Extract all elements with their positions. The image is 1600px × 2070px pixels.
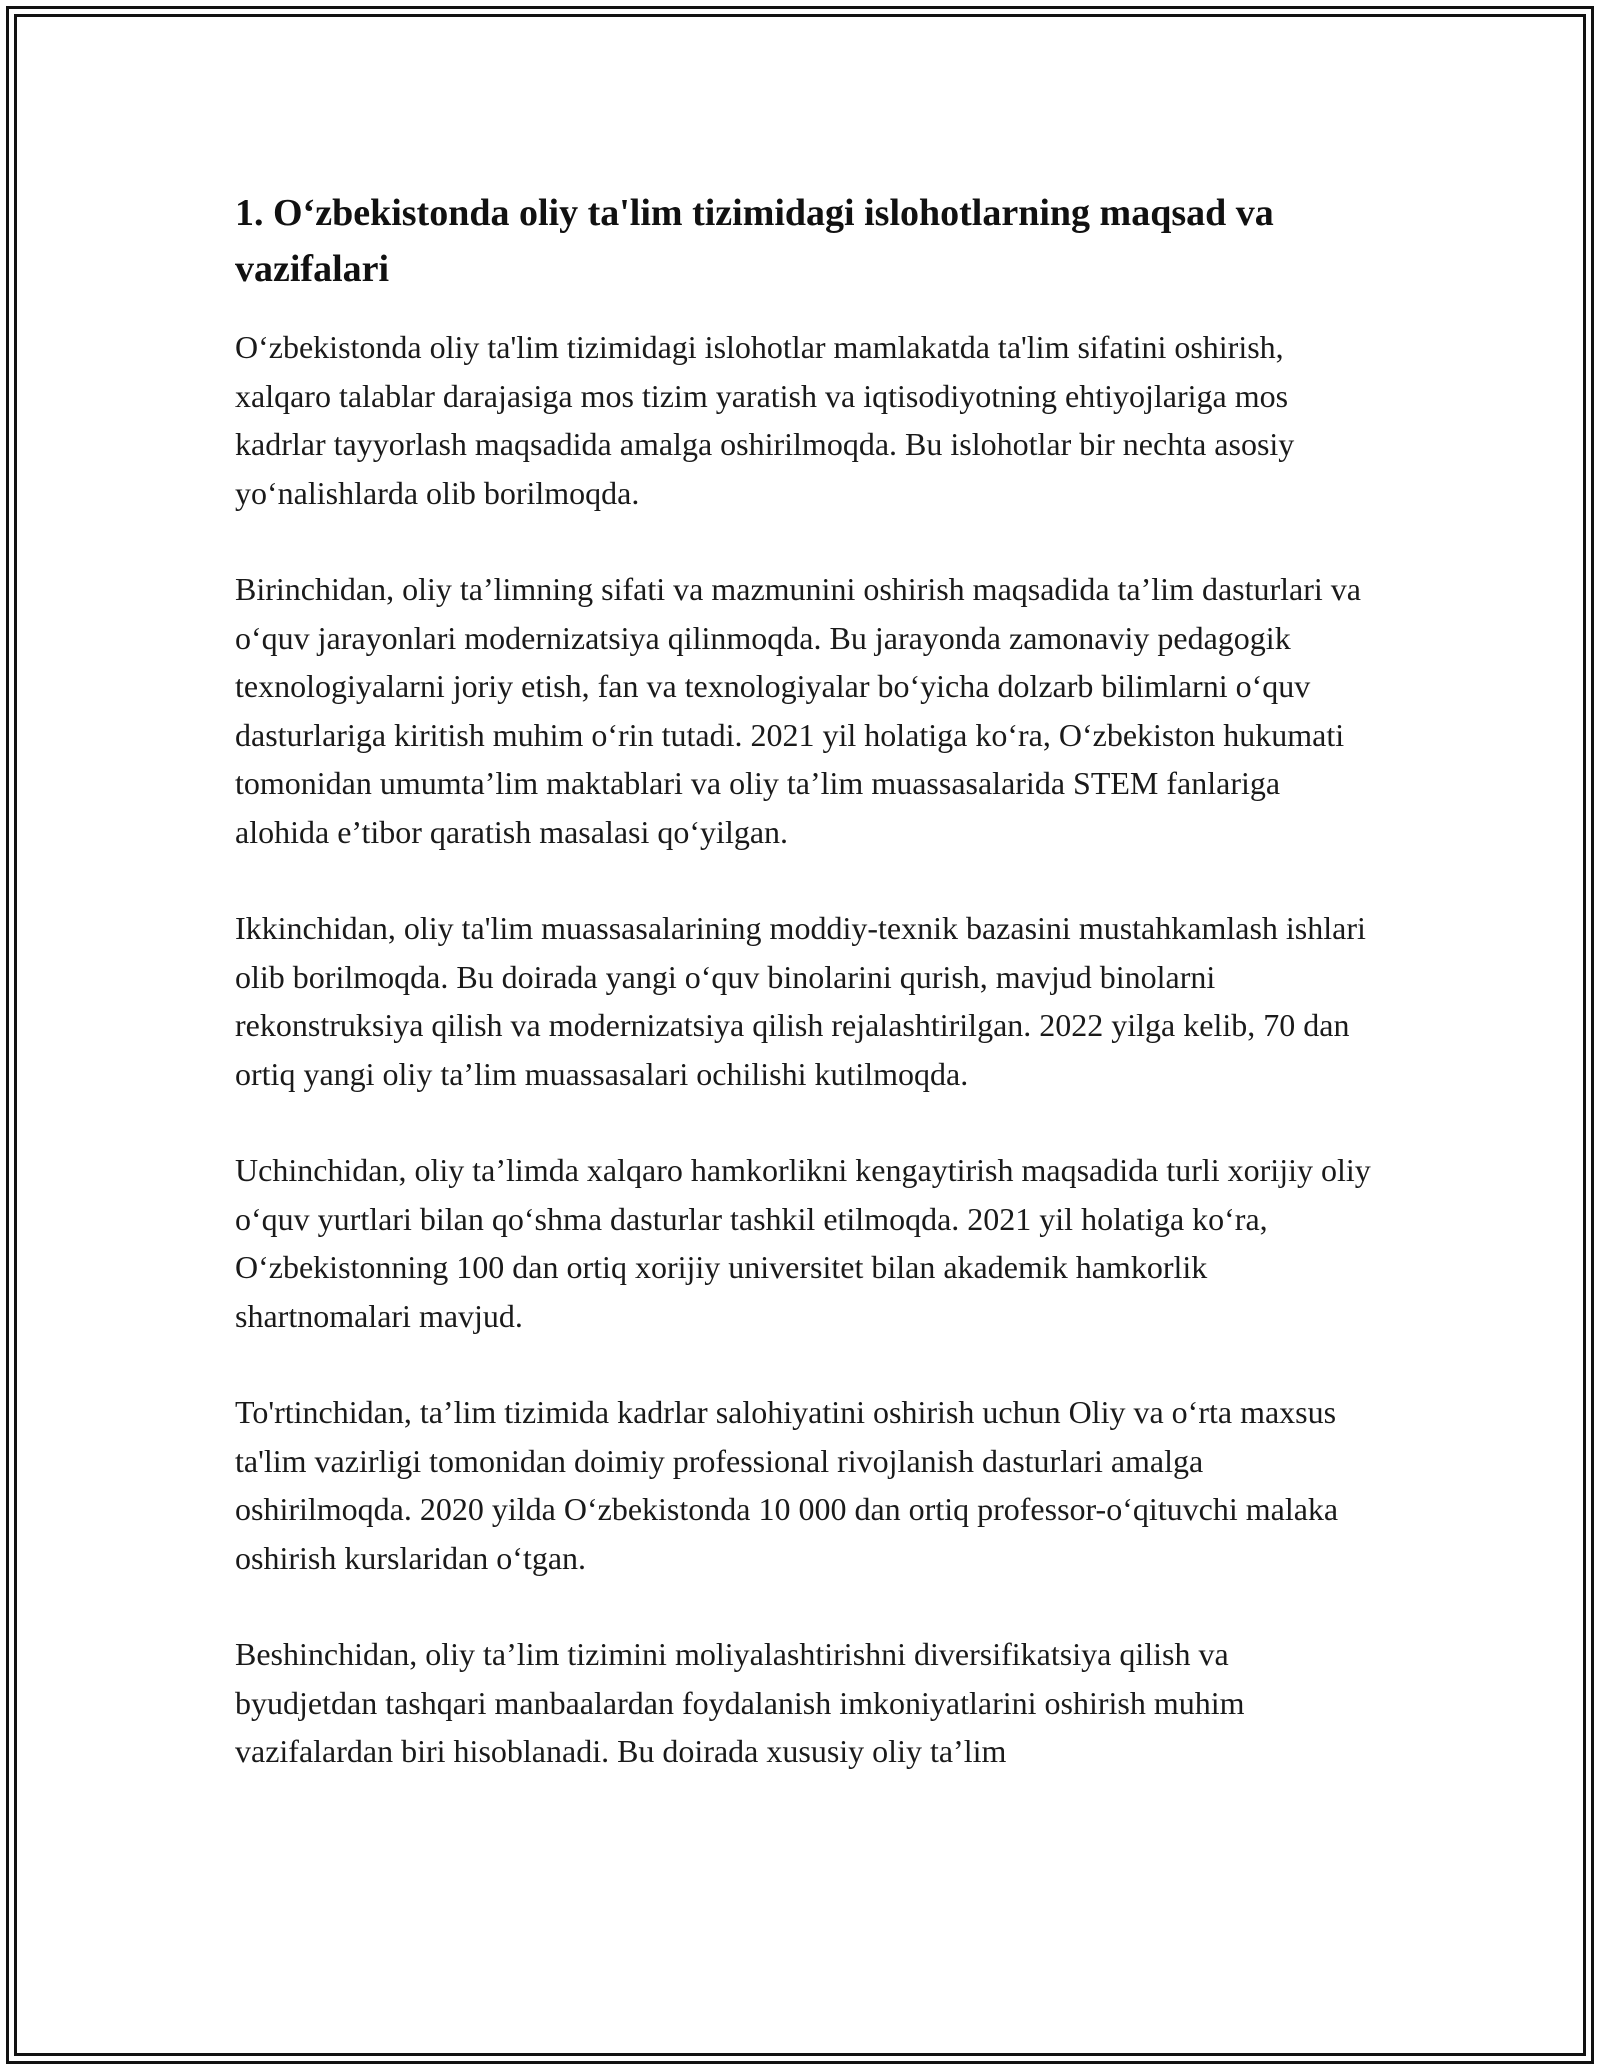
paragraph-first: Birinchidan, oliy ta’limning sifati va mazmunini oshirish maqsadida ta’lim dasturlari va o‘quv jarayonlari modernizatsiya qilinmoqda. Bu jarayonda zamonaviy pedagogik texnologiyalarni joriy etish, fan va texnologiyalar bo‘yicha dolzarb bilimlarni o‘quv dasturlariga kiritish muhim o‘rin tutadi. 2021 yil holatiga ko‘ra, O‘zbekiston hukumati tomonidan umumta’lim maktablari va oliy ta’lim muassasalarida STEM fanlariga alohida e’tibor qaratish masalasi qo‘yilgan.: [235, 571, 1361, 850]
paragraph-intro: O‘zbekistonda oliy ta'lim tizimidagi islohotlar mamlakatda ta'lim sifatini oshirish, xalqaro talablar darajasiga mos tizim yaratish va iqtisodiyotning ehtiyojlariga mos kadrlar tayyorlash maqsadida amalga oshirilmoqda. Bu islohotlar bir nechta asosiy yo‘nalishlarda olib borilmoqda.: [235, 329, 1295, 511]
paragraph-second: Ikkinchidan, oliy ta'lim muassasalarining moddiy-texnik bazasini mustahkamlash ishlari olib borilmoqda. Bu doirada yangi o‘quv binolarini qurish, mavjud binolarni rekonstruksiya qilish va modernizatsiya qilish rejalashtirilgan. 2022 yilga kelib, 70 dan ortiq yangi oliy ta’lim muassasalari ochilishi kutilmoqda.: [235, 910, 1366, 1092]
paragraph-fifth: Beshinchidan, oliy ta’lim tizimini moliyalashtirishni diversifikatsiya qilish va byudjetdan tashqari manbaalardan foydalanish imkoniyatlarini oshirish muhim vazifalardan biri hisoblanadi. Bu doirada xususiy oliy ta’lim: [235, 1636, 1245, 1769]
paragraph-fourth: To'rtinchidan, ta’lim tizimida kadrlar salohiyatini oshirish uchun Oliy va o‘rta maxsus ta'lim vazirligi tomonidan doimiy professional rivojlanish dasturlari amalga oshirilmoqda. 2020 yilda O‘zbekistonda 10 000 dan ortiq professor-o‘qituvchi malaka oshirish kurslaridan o‘tgan.: [235, 1394, 1339, 1576]
section-title: 1. O‘zbekistonda oliy ta'lim tizimidagi islohotlarning maqsad va vazifalari: [235, 192, 1274, 290]
paragraph-third: Uchinchidan, oliy ta’limda xalqaro hamkorlikni kengaytirish maqsadida turli xorijiy oliy o‘quv yurtlari bilan qo‘shma dasturlar tashkil etilmoqda. 2021 yil holatiga ko‘ra, O‘zbekistonning 100 dan ortiq xorijiy universitet bilan akademik hamkorlik shartnomalari mavjud.: [235, 1152, 1371, 1334]
document-page: [235, 185, 1375, 1776]
